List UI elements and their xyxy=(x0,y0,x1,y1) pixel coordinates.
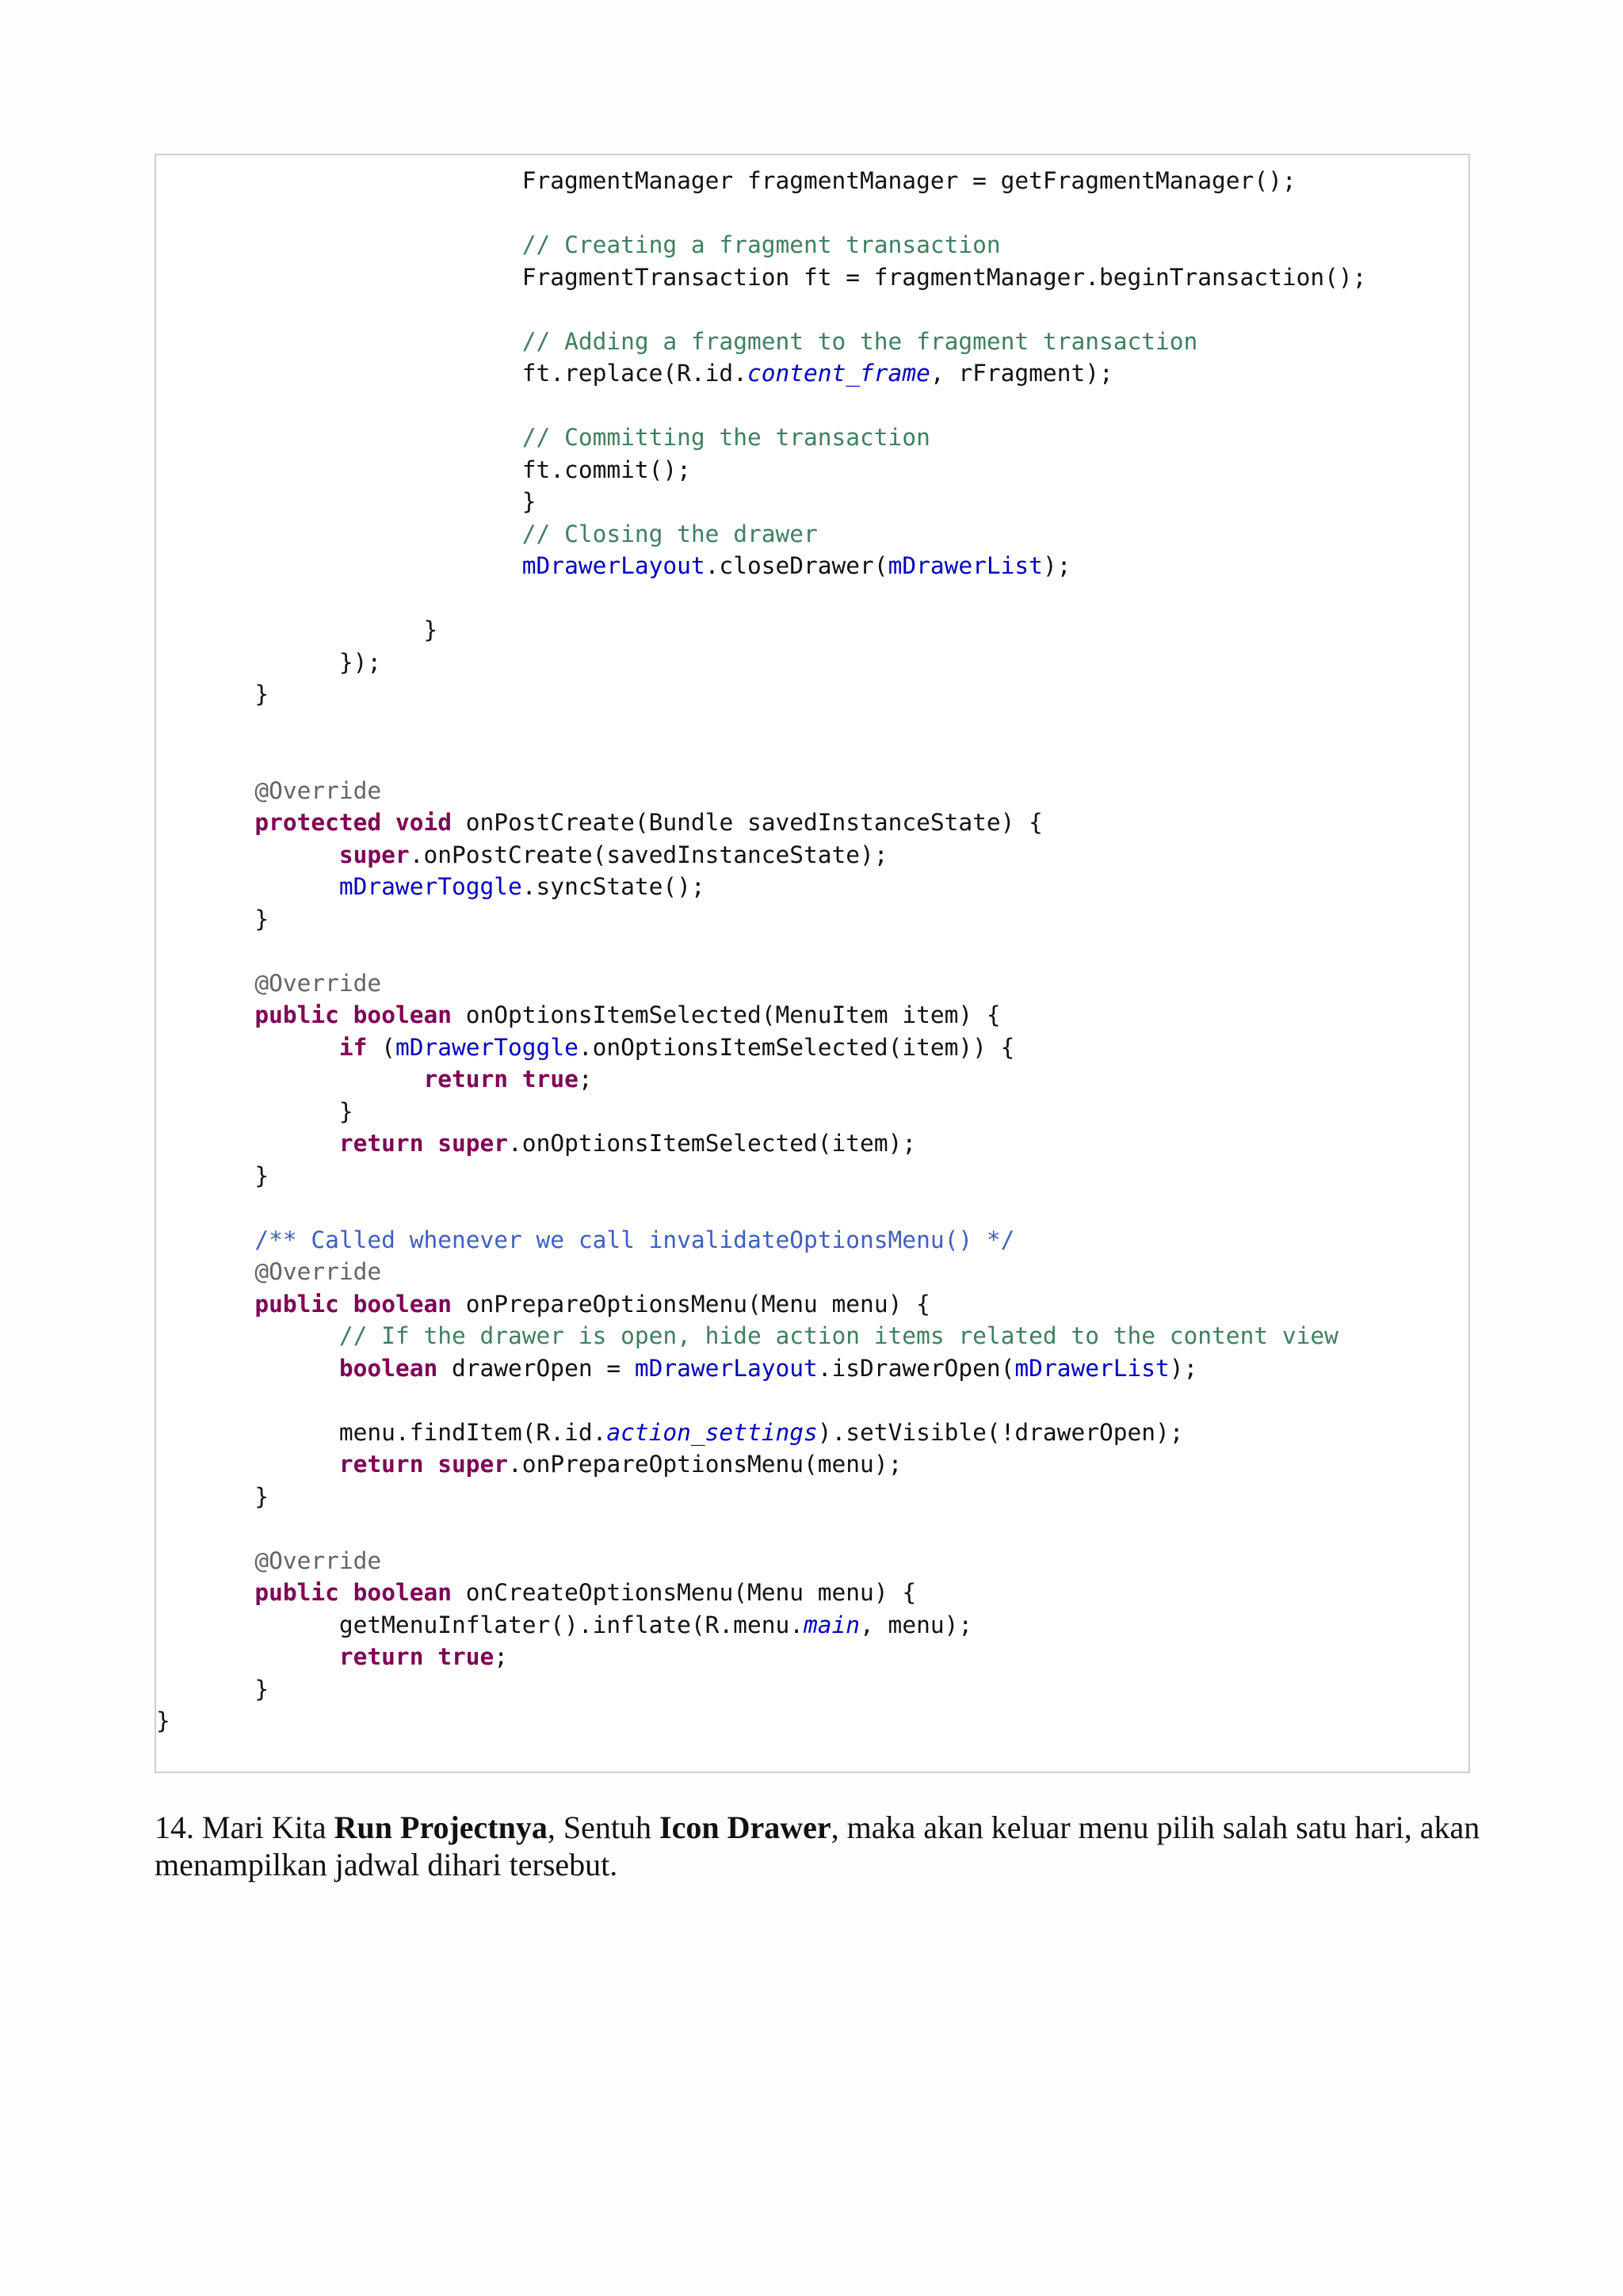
code-token xyxy=(339,1001,353,1028)
code-token: FragmentManager fragmentManager = getFragmentManager(); xyxy=(156,167,1296,194)
code-token: public xyxy=(254,1001,339,1028)
code-token: return xyxy=(338,1643,424,1670)
code-token xyxy=(156,1034,339,1061)
code-token xyxy=(423,1451,437,1478)
code-token xyxy=(156,841,339,868)
code-line xyxy=(156,326,1366,358)
code-line xyxy=(156,261,1366,294)
code-token: } xyxy=(156,488,537,515)
code-token xyxy=(156,1355,339,1382)
code-token: ; xyxy=(578,1066,593,1093)
code-token: ft.replace(R.id. xyxy=(156,360,747,387)
code-token xyxy=(156,1547,254,1574)
code-token xyxy=(156,1579,254,1606)
code-line xyxy=(156,1512,1366,1545)
code-token: super xyxy=(338,841,410,868)
code-token: mDrawerLayout xyxy=(634,1354,818,1382)
code-token: }); xyxy=(156,648,382,676)
code-line xyxy=(156,807,1366,839)
code-token xyxy=(381,809,395,836)
code-token: .onPrepareOptionsMenu(menu); xyxy=(508,1451,903,1478)
code-token: getMenuInflater().inflate(R.menu. xyxy=(156,1611,804,1638)
paragraph-bold-run-project: Run Projectnya xyxy=(334,1810,548,1845)
code-token xyxy=(508,1066,522,1093)
code-token xyxy=(423,1130,437,1157)
code-token: boolean xyxy=(338,1354,438,1382)
paragraph-middle: , Sentuh xyxy=(547,1810,659,1845)
code-line xyxy=(156,1160,1366,1192)
paragraph-prefix: 14. Mari Kita xyxy=(155,1810,334,1845)
code-token: super xyxy=(437,1130,509,1157)
code-line xyxy=(156,1224,1366,1257)
code-line xyxy=(156,1448,1366,1481)
code-line xyxy=(156,871,1366,903)
code-token: // Committing the transaction xyxy=(521,424,930,451)
code-token: @Override xyxy=(254,1258,382,1285)
code-token xyxy=(156,1322,339,1349)
code-block xyxy=(155,154,1470,1773)
code-line xyxy=(156,742,1366,775)
code-token: , menu); xyxy=(860,1611,973,1638)
code-token: onPostCreate(Bundle savedInstanceState) { xyxy=(452,809,1043,836)
code-token xyxy=(156,552,522,579)
code-line xyxy=(156,646,1366,679)
code-line xyxy=(156,1673,1366,1706)
code-token: ; xyxy=(494,1643,509,1670)
code-line xyxy=(156,229,1366,261)
code-line xyxy=(156,293,1366,326)
code-line xyxy=(156,903,1366,936)
code-token: ); xyxy=(1042,552,1071,579)
code-token xyxy=(339,1579,353,1606)
code-token: .closeDrawer( xyxy=(705,552,888,579)
code-token: .syncState(); xyxy=(521,873,705,900)
code-line xyxy=(156,1545,1366,1577)
code-line xyxy=(156,421,1366,454)
code-token: mDrawerLayout xyxy=(521,552,705,579)
code-token: , rFragment); xyxy=(930,360,1113,387)
code-token: } xyxy=(156,1707,170,1734)
code-line xyxy=(156,1032,1366,1064)
code-line xyxy=(156,678,1366,711)
code-token xyxy=(156,231,522,258)
code-line xyxy=(156,1063,1366,1096)
code-token: onPrepareOptionsMenu(Menu menu) { xyxy=(452,1290,930,1318)
code-token xyxy=(156,1130,339,1157)
code-token: .onPostCreate(savedInstanceState); xyxy=(409,841,888,868)
code-token: /** Called whenever we call invalidateOptionsMenu() */ xyxy=(254,1226,1015,1253)
code-line xyxy=(156,1641,1366,1673)
code-line xyxy=(156,1288,1366,1321)
code-token: if xyxy=(338,1033,368,1061)
code-token xyxy=(156,777,254,804)
code-line xyxy=(156,1384,1366,1417)
code-token: } xyxy=(156,1097,353,1125)
code-token: public xyxy=(254,1290,339,1318)
code-token: return xyxy=(338,1130,424,1157)
code-token: ( xyxy=(367,1033,395,1061)
code-token: } xyxy=(156,681,269,707)
code-line xyxy=(156,967,1366,1000)
code-token xyxy=(156,1258,254,1285)
code-line xyxy=(156,1256,1366,1288)
code-listing xyxy=(156,165,1366,1737)
code-token: } xyxy=(156,616,438,643)
code-line xyxy=(156,1417,1366,1449)
code-line xyxy=(156,775,1366,807)
code-line xyxy=(156,614,1366,646)
code-token: onCreateOptionsMenu(Menu menu) { xyxy=(452,1579,917,1606)
code-token: // Adding a fragment to the fragment transaction xyxy=(521,327,1198,355)
code-token: main xyxy=(803,1611,861,1638)
code-line xyxy=(156,550,1366,582)
code-line xyxy=(156,1096,1366,1128)
code-line xyxy=(156,454,1366,486)
code-token xyxy=(423,1643,437,1670)
code-token: // If the drawer is open, hide action items related to the content view xyxy=(338,1322,1338,1349)
step-paragraph xyxy=(155,1809,1486,1883)
paragraph-bold-icon-drawer: Icon Drawer xyxy=(659,1810,831,1845)
code-line xyxy=(156,582,1366,615)
code-line xyxy=(156,839,1366,871)
code-token xyxy=(156,1643,339,1670)
code-token: mDrawerToggle xyxy=(395,1033,579,1061)
code-token xyxy=(156,1291,254,1318)
code-token: action_settings xyxy=(606,1418,818,1446)
code-token: ).setVisible(!drawerOpen); xyxy=(817,1418,1184,1446)
code-line xyxy=(156,518,1366,551)
code-token xyxy=(156,521,522,547)
code-line xyxy=(156,165,1366,197)
code-line xyxy=(156,1320,1366,1352)
code-token: true xyxy=(437,1643,495,1670)
code-line xyxy=(156,1192,1366,1224)
code-token: drawerOpen = xyxy=(437,1354,635,1382)
code-token: return xyxy=(423,1066,509,1093)
code-token: .onOptionsItemSelected(item); xyxy=(508,1130,917,1157)
code-token: mDrawerToggle xyxy=(338,873,522,900)
code-line xyxy=(156,1481,1366,1513)
code-token: // Closing the drawer xyxy=(521,520,818,547)
code-token xyxy=(339,1291,353,1318)
code-token: @Override xyxy=(254,969,382,997)
code-line xyxy=(156,486,1366,518)
code-token: mDrawerList xyxy=(888,552,1043,579)
code-token xyxy=(156,1226,254,1253)
code-token: true xyxy=(521,1066,579,1093)
code-token: } xyxy=(156,1675,269,1703)
code-token xyxy=(156,328,522,355)
paragraph-suffix: , maka akan keluar menu pilih salah satu hari, akan menampilkan jadwal dihari tersebut. xyxy=(155,1810,1480,1882)
code-token: super xyxy=(437,1451,509,1478)
code-line xyxy=(156,1609,1366,1642)
code-line xyxy=(156,711,1366,743)
code-token xyxy=(156,424,522,451)
code-token: } xyxy=(156,1482,269,1510)
code-token: protected xyxy=(254,809,382,836)
code-token: return xyxy=(338,1451,424,1478)
code-line xyxy=(156,357,1366,390)
code-token: onOptionsItemSelected(MenuItem item) { xyxy=(452,1001,1001,1028)
code-token: FragmentTransaction ft = fragmentManager.beginTransaction(); xyxy=(156,263,1367,291)
code-line xyxy=(156,999,1366,1032)
code-token: public xyxy=(254,1579,339,1606)
code-token: // Creating a fragment transaction xyxy=(521,231,1001,258)
code-token: boolean xyxy=(353,1579,452,1606)
code-token: .isDrawerOpen( xyxy=(817,1354,1015,1382)
code-token xyxy=(156,873,339,900)
code-token: @Override xyxy=(254,776,382,804)
code-token: } xyxy=(156,905,269,933)
code-line xyxy=(156,1352,1366,1385)
code-token: @Override xyxy=(254,1547,382,1574)
code-token: } xyxy=(156,1161,269,1189)
code-token xyxy=(156,1451,339,1478)
code-token: content_frame xyxy=(747,360,930,387)
code-line xyxy=(156,1577,1366,1609)
code-line xyxy=(156,197,1366,230)
code-line xyxy=(156,390,1366,422)
code-token xyxy=(156,1001,254,1028)
code-line xyxy=(156,935,1366,967)
code-token: mDrawerList xyxy=(1014,1354,1170,1382)
code-token: ); xyxy=(1169,1354,1198,1382)
code-token xyxy=(156,809,254,836)
code-line xyxy=(156,1127,1366,1160)
code-token: boolean xyxy=(353,1001,452,1028)
code-token xyxy=(156,970,254,997)
code-token: .onOptionsItemSelected(item)) { xyxy=(578,1033,1015,1061)
code-line xyxy=(156,1705,1366,1737)
code-token xyxy=(156,1066,423,1093)
code-token: void xyxy=(395,809,452,836)
code-token: ft.commit(); xyxy=(156,456,691,483)
code-token: boolean xyxy=(353,1290,452,1318)
code-token: menu.findItem(R.id. xyxy=(156,1418,607,1446)
